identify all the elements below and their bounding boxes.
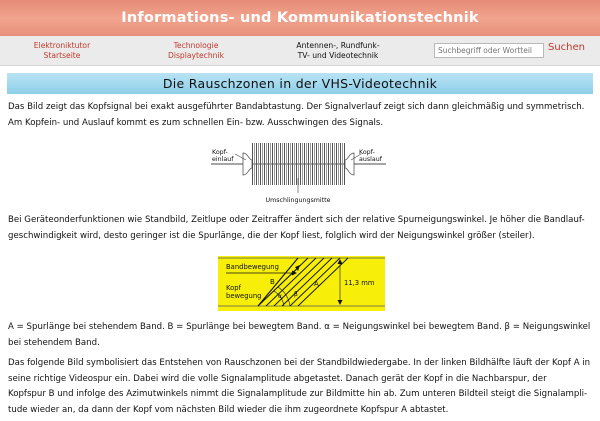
nav-item-line: Technologie xyxy=(173,41,219,50)
section-header xyxy=(7,73,593,94)
site-banner xyxy=(0,0,600,36)
nav-item-line: Startseite xyxy=(43,50,81,60)
label-head-entry: Kopf- xyxy=(212,149,228,156)
nav-item-line: Antennen-, Rundfunk- xyxy=(296,41,380,50)
nav-item-elektroniktutor[interactable] xyxy=(10,41,114,60)
nav-item-line: Displaytechnik xyxy=(168,50,224,60)
paragraph-line: seine richtige Videospur ein. Dabei wird die volle Signalamplitude abgetastet. Danach gerät der Kopf in die Nachbarspur, der xyxy=(8,373,547,384)
head-signal-figure xyxy=(209,140,388,207)
paragraph-4 xyxy=(8,356,594,418)
nav-item-videotechnik[interactable] xyxy=(284,41,392,60)
search-input[interactable] xyxy=(434,43,544,58)
label-head-entry: einlauf xyxy=(212,156,234,163)
paragraph-1 xyxy=(8,100,594,131)
paragraph-line: tude wieder an, da dann der Kopf vom nächsten Bild wieder die ihm zugeordnete Kopfspur A abtastet. xyxy=(8,404,449,415)
label-tape-motion: Bandbewegung xyxy=(226,263,279,271)
label-dimension: 11,3 mm xyxy=(344,279,375,287)
paragraph-line: Kopfspur B und infolge des Azimutwinkels nimmt die Signalamplitude zur Bildmitte hin ab. Zum unteren Bildteil steigt die Signalampli- xyxy=(8,389,588,399)
search-button[interactable]: Suchen xyxy=(548,42,586,53)
label-beta: β xyxy=(294,291,298,298)
label-alpha: α xyxy=(278,293,282,300)
nav-item-line: TV- und Videotechnik xyxy=(297,50,379,60)
label-head-motion: Kopf xyxy=(226,284,241,292)
paragraph-line: A = Spurlänge bei stehendem Band. B = Spurlänge bei bewegtem Band. α = Neigungswinkel bei bewegtem Band. β = Neigungswinkel xyxy=(8,322,591,332)
paragraph-line: Das folgende Bild symbolisiert das Entstehen von Rauschzonen bei der Standbildwiedergabe. In der linken Bildhälfte läuft der Kopf A in xyxy=(8,358,591,368)
nav-bar xyxy=(0,36,600,66)
nav-item-displaytechnik[interactable] xyxy=(144,41,248,60)
paragraph-line: bei stehendem Band. xyxy=(8,337,100,348)
site-title: Informations- und Kommunikationstechnik xyxy=(121,10,479,26)
paragraph-3 xyxy=(8,320,594,351)
label-head-exit: auslauf xyxy=(359,156,382,163)
paragraph-2 xyxy=(8,213,594,244)
paragraph-line: Am Kopfein- und Auslauf kommt es zum schnellen Ein- bzw. Ausschwingen des Signals. xyxy=(8,117,384,128)
label-head-motion: bewegung xyxy=(226,292,262,300)
label-track-b: B xyxy=(270,278,275,286)
track-angle-figure xyxy=(218,256,385,311)
label-track-a: A xyxy=(314,280,319,288)
label-wrap-center: Umschlingungsmitte xyxy=(265,197,331,204)
paragraph-line: geschwindigkeit wird, desto geringer ist die Spurlänge, die der Kopf liest, folglich wird der Neigungswinkel größer (steiler). xyxy=(8,230,535,241)
paragraph-line: Bei Geräteonderfunktionen wie Standbild, Zeitlupe oder Zeitraffer ändert sich der relative Spurneigungswinkel. Je höher die Bandlauf- xyxy=(8,215,585,225)
nav-item-line: Elektroniktutor xyxy=(33,41,91,50)
page-title: Die Rauschzonen in der VHS-Videotechnik xyxy=(162,76,438,91)
paragraph-line: Das Bild zeigt das Kopfsignal bei exakt ausgeführter Bandabtastung. Der Signalverlauf zeigt sich dann gleichmäßig und symmetrisch. xyxy=(8,102,585,112)
label-head-exit: Kopf- xyxy=(359,149,375,156)
